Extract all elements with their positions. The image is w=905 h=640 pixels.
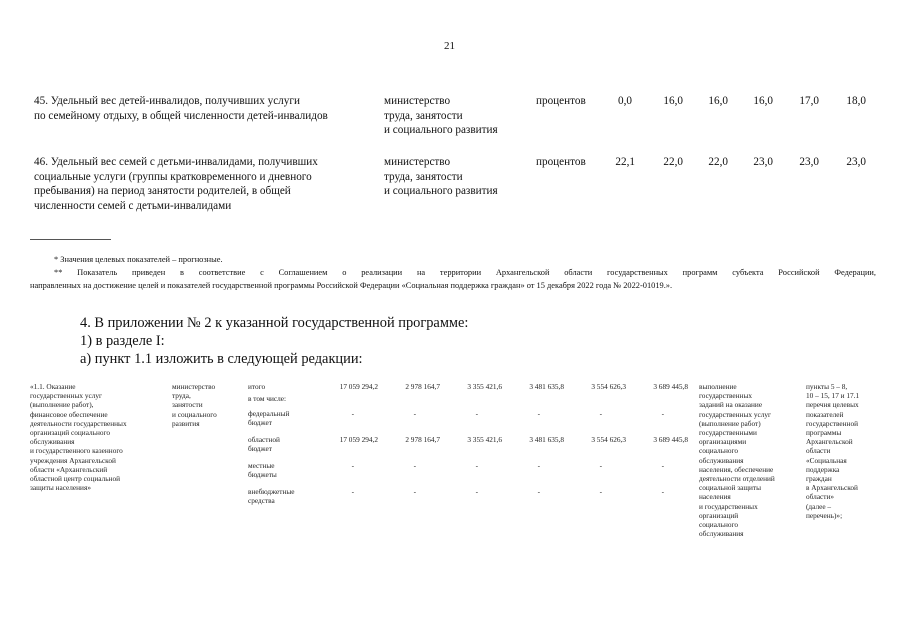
source-extrabudget [248,487,295,505]
table-result-line: государственными [699,428,757,438]
table-result-line: (выполнение работ) [699,418,761,428]
table-cell: - [599,487,602,496]
table-cell: - [413,409,416,418]
table-link-line: государственной [806,418,859,428]
table-link-line: перечня целевых [806,400,859,410]
table-item-description [30,382,127,492]
executor-line: министерство [384,156,451,168]
table-cell: 3 481 635,8 [529,382,564,391]
table-item-line: финансовое обеспечение [30,409,108,419]
table-cell: - [537,487,540,496]
table-item-line: деятельности государственных [30,418,127,428]
table-cell: - [475,487,478,496]
indicator-45-value: 18,0 [846,95,866,107]
table-cell: - [475,409,478,418]
table-link-line: поддержка [806,464,840,474]
table-cell: 17 059 294,2 [339,382,378,391]
table-result [699,382,775,538]
executor-line: министерство [384,95,451,107]
indicator-46-value: 22,1 [615,156,635,168]
indicator-45-value: 16,0 [663,95,683,107]
table-result-line: государственных [699,391,753,401]
source-federal-line: федеральный [248,409,290,418]
table-executor-line: и социального [172,409,217,419]
indicator-45-value: 17,0 [799,95,819,107]
table-cell: - [661,409,664,418]
footnote-2-line-2: направленных на достижение целей и показателей государственной программы Российской Федерации «Социальная поддержка граждан» от 15 декабря 2022 года № 2022-01019.». [30,281,673,290]
table-cell: 17 059 294,2 [339,435,378,444]
table-cell: - [475,461,478,470]
table-link-line: (далее – [806,501,832,511]
table-result-line: социального [699,520,738,530]
table-executor-line: министерство [172,382,216,391]
table-cell: 3 554 626,3 [591,382,626,391]
table-item-line: организаций социального [30,428,110,438]
source-extrabudget-line: средства [248,496,275,506]
executor-line: и социального развития [384,124,498,137]
table-cell: - [599,461,602,470]
indicator-45-executor [384,94,498,138]
indicator-46-text-line: социальные услуги (группы кратковременного и дневного [34,170,312,183]
indicator-45-value: 0,0 [618,95,632,107]
table-item-line: обслуживания [30,437,75,447]
table-cell: 2 978 164,7 [405,435,440,444]
source-regional-line: областной [248,435,280,444]
indicator-46-value: 23,0 [799,156,819,168]
table-cell: 3 689 445,8 [653,435,688,444]
table-item-line: и государственного казенного [30,446,123,456]
table-link-line: области» [806,492,835,502]
table-executor-line: труда, [172,391,191,401]
source-total: итого [248,382,266,391]
table-cell: - [661,487,664,496]
indicator-45-unit: процентов [536,95,586,107]
footnote-separator [30,239,111,240]
indicator-45-text-line: по семейному отдыху, в общей численности детей-инвалидов [34,109,328,122]
table-cell: 2 978 164,7 [405,382,440,391]
table-executor-line: занятости [172,400,203,410]
indicator-46-value: 23,0 [846,156,866,168]
source-including: в том числе: [248,394,287,403]
table-result-line: социального [699,446,738,456]
table-item-line: (выполнение работ), [30,400,94,410]
source-local-line: бюджеты [248,470,277,480]
indicator-46-value: 22,0 [663,156,683,168]
table-executor-line: развития [172,418,200,428]
source-federal [248,409,289,427]
table-executor [172,382,217,428]
table-indicator-links [806,382,859,520]
table-cell: 3 355 421,6 [467,435,502,444]
table-link-line: области [806,446,831,456]
source-regional [248,435,280,453]
amendment-subitem-1: 1) в разделе I: [80,333,165,349]
table-link-line: «Социальная [806,455,847,465]
source-federal-line: бюджет [248,418,272,428]
table-cell: - [413,461,416,470]
source-local [248,461,277,479]
table-result-line: населения [699,492,731,502]
table-cell: 3 481 635,8 [529,435,564,444]
source-regional-line: бюджет [248,444,272,454]
table-result-line: обслуживания [699,455,744,465]
indicator-46-text-line: пребывания) на период занятости родителей, в общей [34,185,291,198]
table-cell: - [351,487,354,496]
table-result-line: выполнение [699,382,737,391]
indicator-46-unit: процентов [536,156,586,168]
indicator-45-value: 16,0 [708,95,728,107]
table-cell: - [661,461,664,470]
executor-line: труда, занятости [384,109,463,122]
indicator-46-text-line: 46. Удельный вес семей с детьми-инвалидами, получивших [34,156,318,168]
table-item-line: областной центр социальной [30,474,120,484]
indicator-46-value: 23,0 [753,156,773,168]
table-link-line: перечень)»; [806,510,843,520]
table-cell: - [537,461,540,470]
table-cell: - [351,409,354,418]
indicator-46-value: 22,0 [708,156,728,168]
indicator-46-executor [384,155,498,199]
amendment-subitem-a: а) пункт 1.1 изложить в следующей редакции: [80,351,363,367]
table-link-line: граждан [806,474,832,484]
table-cell: - [599,409,602,418]
table-result-line: организациями [699,437,747,447]
executor-line: труда, занятости [384,170,463,183]
page-number: 21 [444,40,455,52]
table-link-line: Архангельской [806,437,853,447]
indicator-45-value: 16,0 [753,95,773,107]
table-link-line: показателей [806,409,844,419]
footnote-1: * Значения целевых показателей – прогнозные. [54,255,223,264]
indicator-46-text-line: численности семей с детьми-инвалидами [34,199,232,212]
table-link-line: 10 – 15, 17 и 17.1 [806,391,860,401]
source-extrabudget-line: внебюджетные [248,487,295,496]
table-link-line: программы [806,428,842,438]
table-item-line: «1.1. Оказание [30,382,76,391]
table-item-line: защиты населения» [30,483,91,493]
table-result-line: населения, обеспечение [699,464,774,474]
footnote-2-line-1: ** Показатель приведен в соответствие с Соглашением о реализации на территории Архангельской области государственных программ субъекта Российской Федерации, [54,268,876,277]
amendment-heading: 4. В приложении № 2 к указанной государственной программе: [80,315,469,331]
table-result-line: обслуживания [699,529,744,539]
table-cell: 3 689 445,8 [653,382,688,391]
table-item-line: области «Архангельский [30,464,108,474]
table-cell: 3 554 626,3 [591,435,626,444]
table-cell: - [351,461,354,470]
executor-line: и социального развития [384,185,498,198]
table-item-line: государственных услуг [30,391,102,401]
table-cell: - [413,487,416,496]
table-result-line: организаций [699,510,739,520]
table-item-line: учреждения Архангельской [30,455,116,465]
table-cell: - [537,409,540,418]
indicator-46-text [34,155,318,213]
indicator-45-text-line: 45. Удельный вес детей-инвалидов, получивших услуги [34,95,300,107]
indicator-45-text [34,94,328,123]
table-link-line: пункты 5 – 8, [806,382,848,391]
table-link-line: в Архангельской [806,483,858,493]
table-result-line: заданий на оказание [699,400,763,410]
source-local-line: местные [248,461,275,470]
table-result-line: социальной защиты [699,483,761,493]
table-result-line: деятельности отделений [699,474,775,484]
table-cell: 3 355 421,6 [467,382,502,391]
table-result-line: государственных услуг [699,409,771,419]
table-result-line: и государственных [699,501,758,511]
